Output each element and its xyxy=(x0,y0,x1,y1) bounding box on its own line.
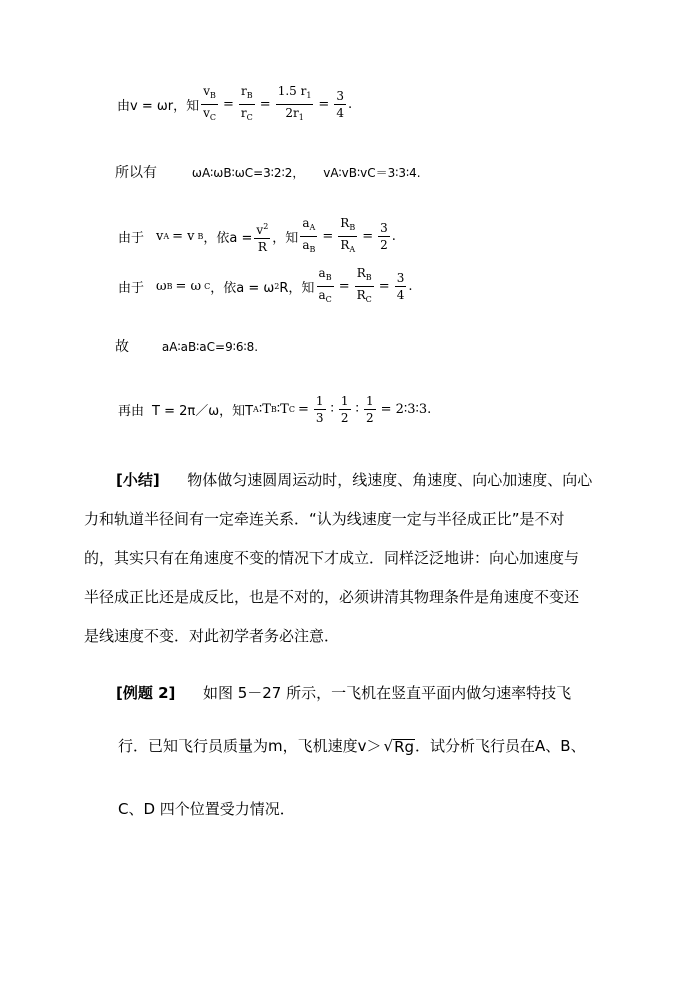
eq1-prefix: 由v = ωr，知 xyxy=(117,99,200,114)
fraction-1-2-b: $\frac{1}{2}$ xyxy=(365,394,374,425)
equation-acceleration-ab: 由于 v A = v B ，依a = $\frac{v^2}{R}$ ，知 $\frac{a_A}{a_B}$ = $\frac{R_B}{R_A}$ = $\frac{3}{2}$ . xyxy=(118,215,396,258)
summary-line-1: [小结] 物体做匀速圆周运动时，线速度、角速度、向心加速度、向心 xyxy=(116,471,593,489)
example-line-2: 行．已知飞行员质量为m，飞机速度v＞ √ Rg ．试分析飞行员在A、B、 xyxy=(118,736,586,756)
sqrt-rg: √ Rg xyxy=(383,736,415,756)
fraction-1-2-a: $\frac{1}{2}$ xyxy=(340,394,349,425)
fraction-ab-ac: $\frac{a_B}{a_C}$ xyxy=(318,266,332,304)
fraction-vb-vc: $\frac{v_B}{v_C}$ xyxy=(203,84,216,122)
fraction-rb-rc-2: $\frac{R_B}{R_C}$ xyxy=(356,266,372,304)
example-line-1: [例题 2] 如图 5－27 所示，一飞机在竖直平面内做匀速率特技飞 xyxy=(116,684,572,702)
fraction-3-2: $\frac{3}{2}$ xyxy=(380,221,388,252)
example-tag: [例题 2] xyxy=(116,684,176,702)
ratio-omega: ωA∶ωB∶ωC=3∶2∶2， xyxy=(191,166,305,180)
fraction-v2-r: $\frac{v^2}{R}$ xyxy=(254,219,270,255)
summary-tag: [小结] xyxy=(116,471,160,489)
fraction-radius-values: $\frac{1.5 r_1}{2r_1}$ xyxy=(277,84,312,122)
fraction-result: $\frac{3}{4}$ xyxy=(336,89,344,120)
summary-line-5: 是线速度不变．对此初学者务必注意． xyxy=(84,627,340,645)
summary-line-2: 力和轨道半径间有一定牵连关系．“认为线速度一定与半径成正比”是不对 xyxy=(84,510,565,528)
equation-velocity-ratio: 由v = ωr，知 $\frac{v_B}{v_C}$ = $\frac{r_B}{r_C}$ = $\frac{1.5 r_1}{2r_1}$ = $\frac{3}{4}$ . xyxy=(117,83,352,126)
fraction-aa-ab: $\frac{a_A}{a_B}$ xyxy=(302,216,316,254)
fraction-rb-rc: $\frac{r_B}{r_C}$ xyxy=(240,84,253,122)
equation-period-ratio: 再由 T = 2π／ω，知T A ∶T B ∶T C = $\frac{1}{3}$ ∶ $\frac{1}{2}$ ∶ $\frac{1}{2}$ = 2∶3∶3. xyxy=(118,394,432,425)
fraction-1-3: $\frac{1}{3}$ xyxy=(315,394,324,425)
fraction-rb-ra: $\frac{R_B}{R_A}$ xyxy=(340,216,356,254)
summary-line-4: 半径成正比还是成反比，也是不对的，必须讲清其物理条件是角速度不变还 xyxy=(84,588,580,606)
angular-velocity-ratios: 所以有 ωA∶ωB∶ωC=3∶2∶2， vA∶vB∶vC＝3∶3∶4. xyxy=(115,165,421,181)
summary-line-3: 的，其实只有在角速度不变的情况下才成立．同样泛泛地讲：向心加速度与 xyxy=(84,549,580,567)
equation-acceleration-bc: 由于 ω B = ω C ，依a = ω 2 R，知 $\frac{a_B}{a_C}$ = $\frac{R_B}{R_C}$ = $\frac{3}{4}$ . xyxy=(118,265,412,308)
acceleration-ratio: 故 aA∶aB∶aC=9∶6∶8. xyxy=(115,339,259,355)
example-line-3: C、D 四个位置受力情况． xyxy=(118,800,295,818)
ratio-v: vA∶vB∶vC＝3∶3∶4. xyxy=(323,166,421,180)
fraction-3-4: $\frac{3}{4}$ xyxy=(396,271,405,302)
